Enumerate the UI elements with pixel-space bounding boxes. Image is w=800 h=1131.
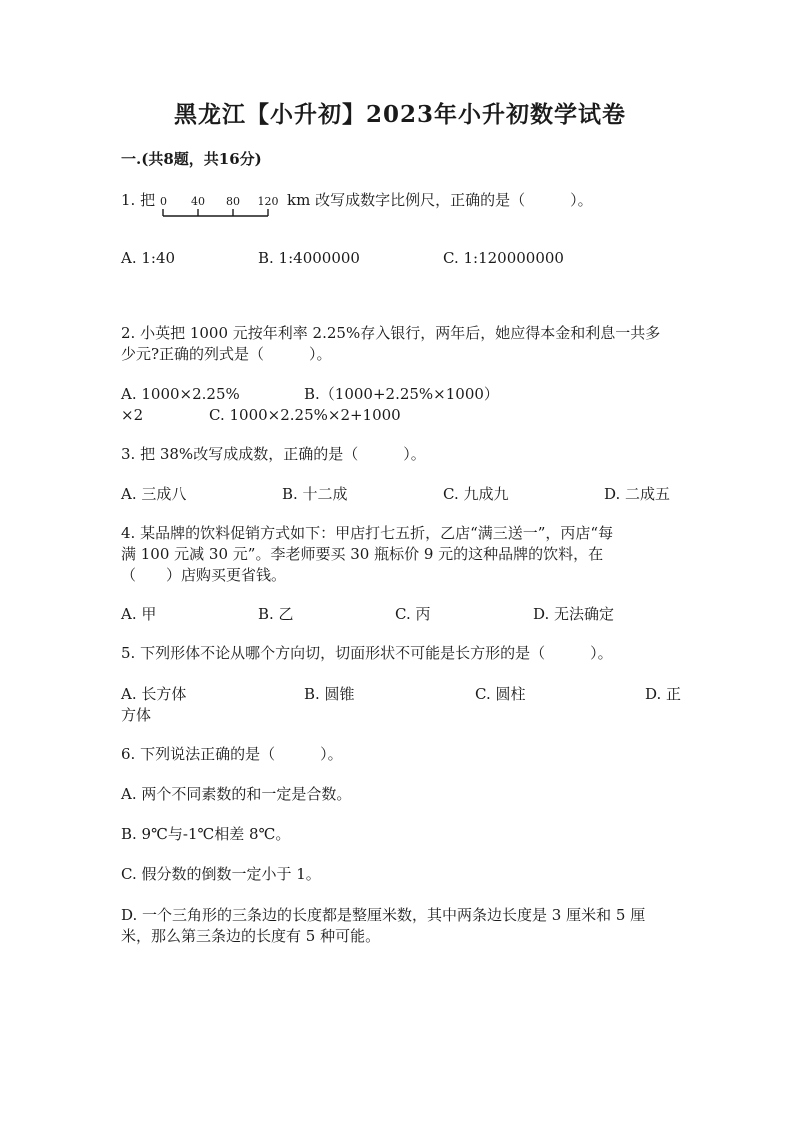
q4-stem-line3: （ ）店购买更省钱。: [121, 566, 287, 584]
scale-bar: [158, 194, 282, 222]
q4-option-c[interactable]: C. 丙: [395, 605, 431, 623]
section-heading: 一.(共8题，共16分): [121, 150, 262, 168]
q3-option-d[interactable]: D. 二成五: [604, 485, 671, 503]
q3-option-c[interactable]: C. 九成九: [443, 485, 509, 503]
scale-tick-label: 0: [160, 195, 167, 208]
q2-option-a[interactable]: A. 1000×2.25%: [121, 385, 240, 403]
q2-stem-line1: 2. 小英把 1000 元按年利率 2.25%存入银行，两年后，她应得本金和利息一共多: [121, 324, 661, 342]
scale-tick-label: 80: [226, 195, 240, 208]
q1-prefix: 1. 把: [121, 191, 156, 209]
scale-tick-label: 40: [191, 195, 205, 208]
q4-option-d[interactable]: D. 无法确定: [533, 605, 615, 623]
q2-stem-line2: 少元?正确的列式是（ ）。: [121, 345, 332, 363]
q5-option-d-cont: 方体: [121, 706, 152, 724]
q3-stem: 3. 把 38%改写成成数，正确的是（ ）。: [121, 445, 426, 463]
q4-stem-line1: 4. 某品牌的饮料促销方式如下：甲店打七五折，乙店“满三送一”，丙店“每: [121, 524, 614, 542]
q6-stem: 6. 下列说法正确的是（ ）。: [121, 745, 343, 763]
q6-option-c[interactable]: C. 假分数的倒数一定小于 1。: [121, 865, 321, 883]
q1-option-a[interactable]: A. 1:40: [121, 249, 176, 267]
q4-option-b[interactable]: B. 乙: [258, 605, 294, 623]
q1-option-b[interactable]: B. 1:4000000: [258, 249, 360, 267]
q6-option-b[interactable]: B. 9℃与-1℃相差 8℃。: [121, 825, 291, 843]
q5-option-a[interactable]: A. 长方体: [121, 685, 187, 703]
q6-option-d-cont: 米，那么第三条边的长度有 5 种可能。: [121, 927, 381, 945]
q1-option-c[interactable]: C. 1:120000000: [443, 249, 564, 267]
q6-option-a[interactable]: A. 两个不同素数的和一定是合数。: [121, 785, 352, 803]
q2-option-c[interactable]: C. 1000×2.25%×2+1000: [209, 406, 401, 424]
q4-option-a[interactable]: A. 甲: [121, 605, 157, 623]
q1-suffix: km 改写成数字比例尺，正确的是（ ）。: [287, 191, 593, 209]
q2-option-b-cont: ×2: [121, 406, 144, 424]
q3-option-a[interactable]: A. 三成八: [121, 485, 187, 503]
q5-option-d[interactable]: D. 正: [645, 685, 682, 703]
page-title: 黑龙江【小升初】2023年小升初数学试卷: [173, 101, 626, 128]
q6-option-d[interactable]: D. 一个三角形的三条边的长度都是整厘米数，其中两条边长度是 3 厘米和 5 厘: [121, 906, 646, 924]
q5-option-c[interactable]: C. 圆柱: [475, 685, 526, 703]
q5-stem: 5. 下列形体不论从哪个方向切，切面形状不可能是长方形的是（ ）。: [121, 644, 613, 662]
q2-option-b[interactable]: B.（1000+2.25%×1000）: [304, 385, 499, 403]
q4-stem-line2: 满 100 元减 30 元”。李老师要买 30 瓶标价 9 元的这种品牌的饮料，在: [121, 545, 604, 563]
scale-tick-label: 120: [257, 195, 279, 208]
q5-option-b[interactable]: B. 圆锥: [304, 685, 355, 703]
q3-option-b[interactable]: B. 十二成: [282, 485, 348, 503]
